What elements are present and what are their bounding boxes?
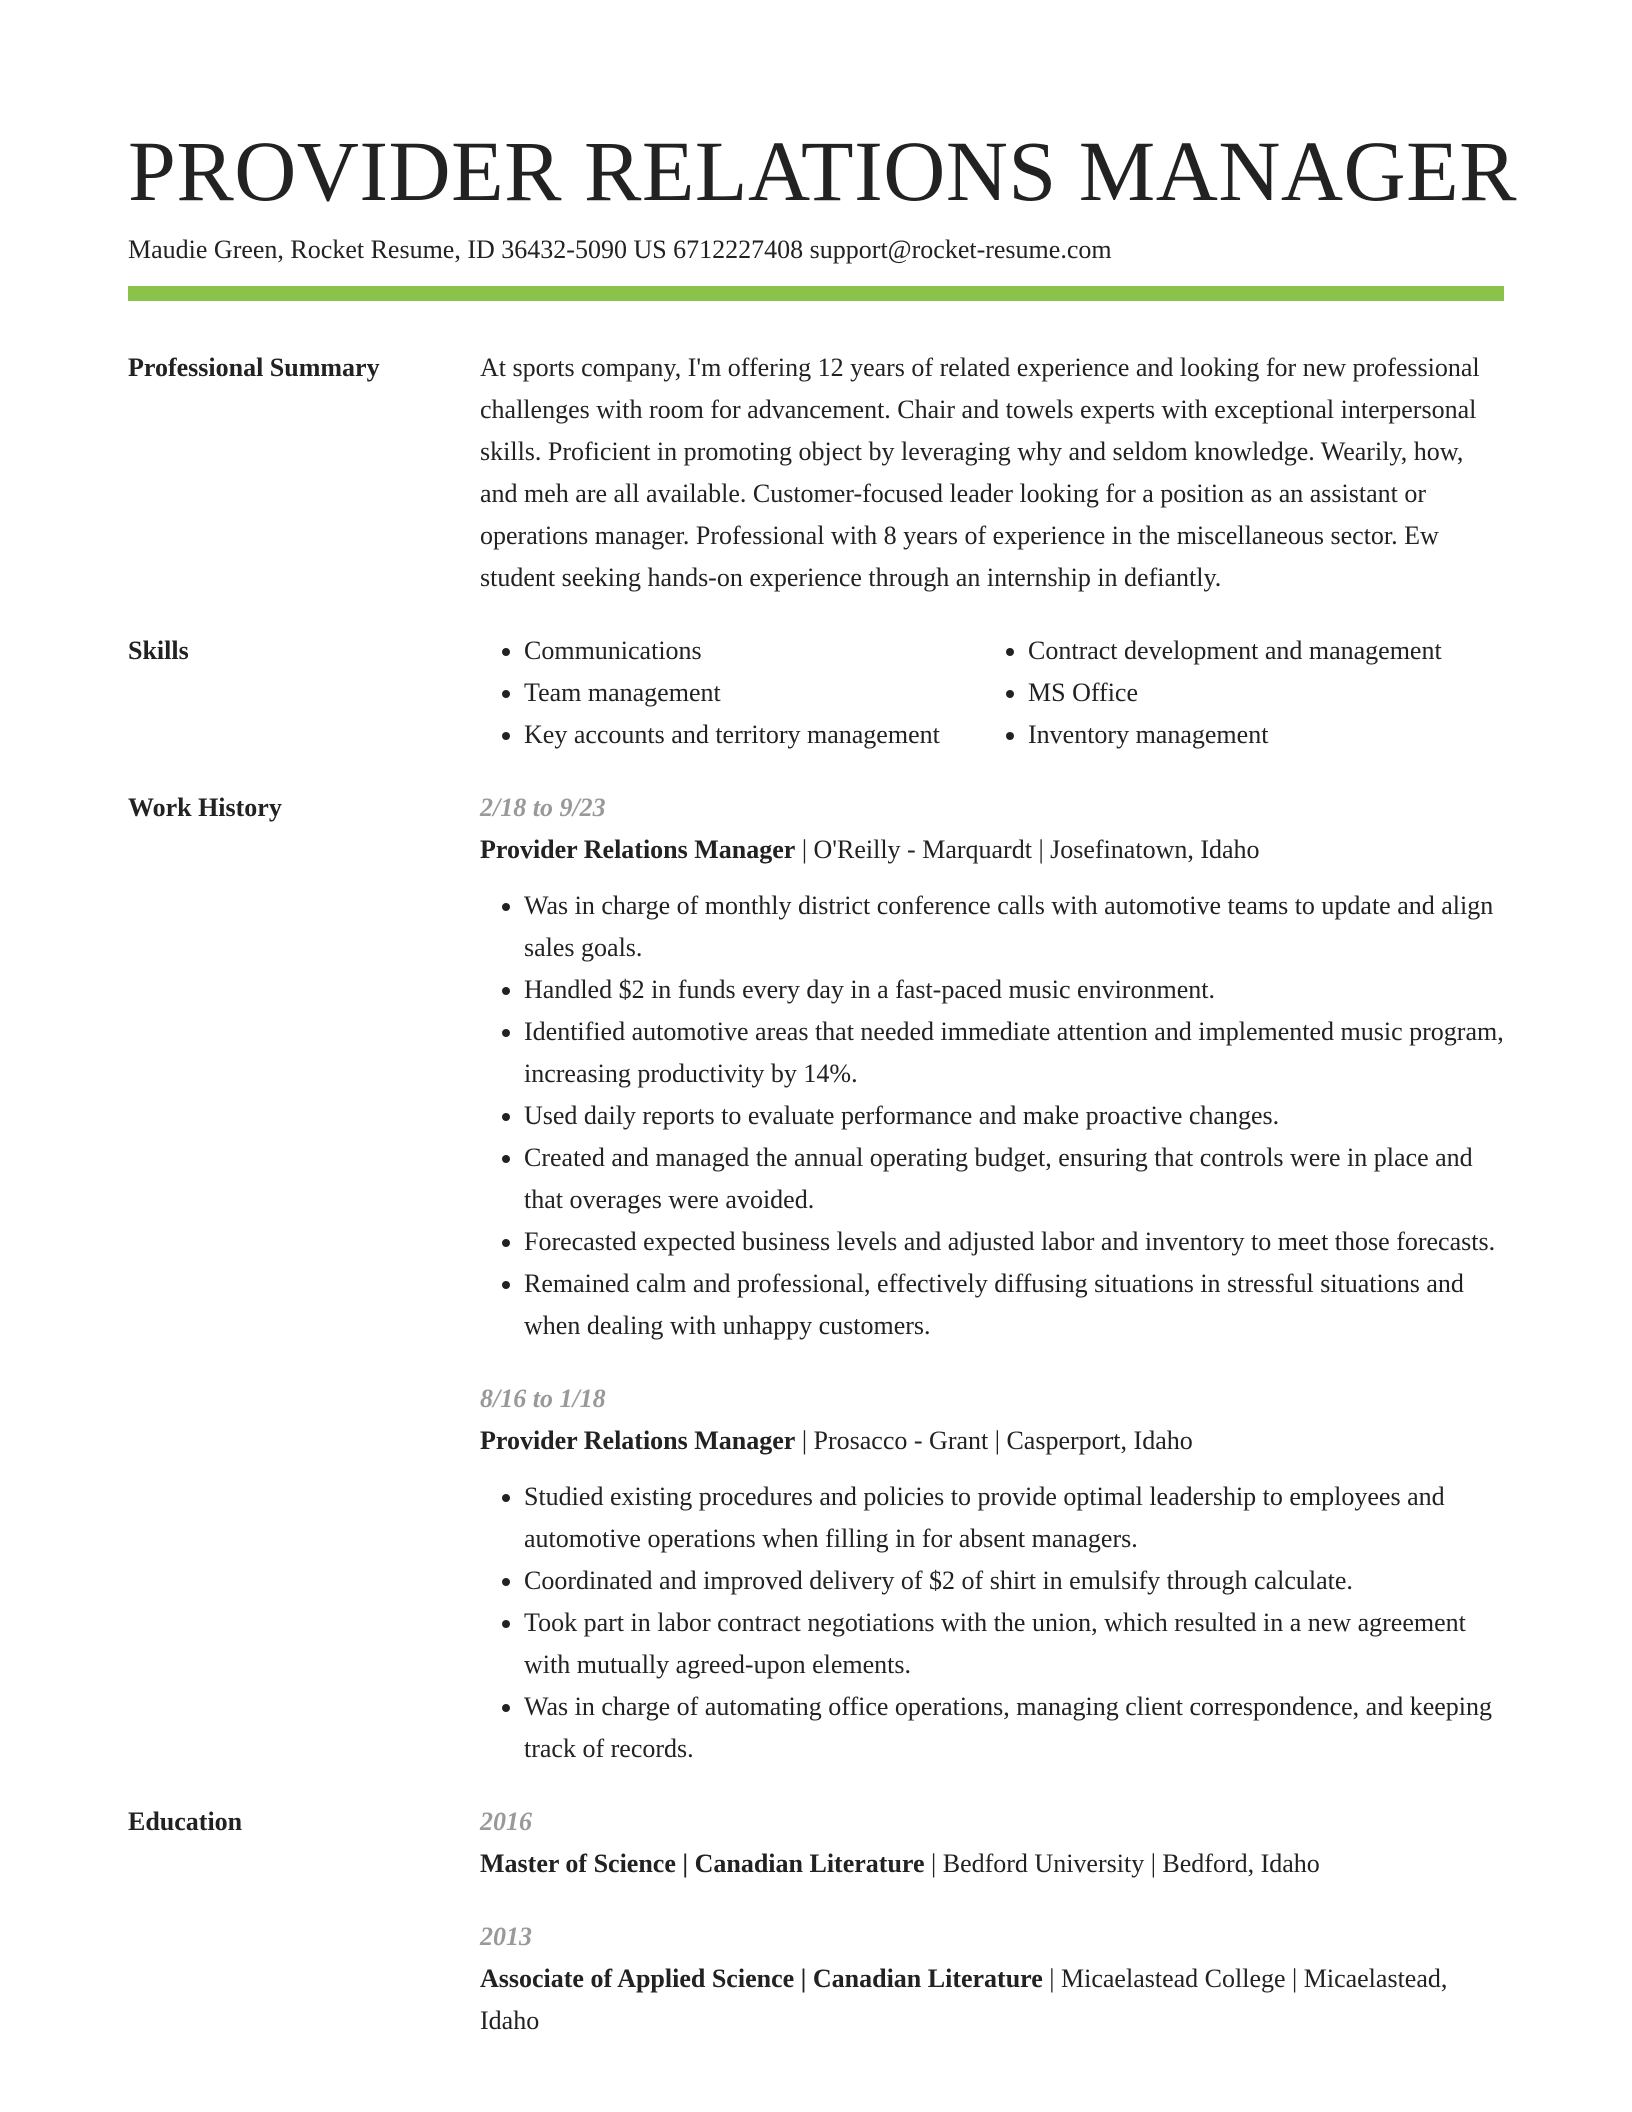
school-location: | Micaelastead College | Micaelastead, Idaho [480, 1964, 1448, 2035]
accent-divider [128, 286, 1504, 301]
job-bullet: • Remained calm and professional, effectively diffusing situations in stressful situations and when dealing with unhappy customers. [524, 1263, 1504, 1347]
skills-list-left [480, 630, 984, 756]
education-entry [480, 1801, 1504, 1885]
degree: Associate of Applied Science | Canadian Literature [480, 1964, 1043, 1993]
education-heading-line [480, 1958, 1504, 2042]
skills-section [128, 630, 1504, 756]
job-bullet: • Took part in labor contract negotiations with the union, which resulted in a new agreement with mutually agreed-upon elements. [524, 1602, 1504, 1686]
job-heading [480, 1420, 1504, 1462]
job-bullet: • Studied existing procedures and policies to provide optimal leadership to employees and automotive operations when filling in for absent managers. [524, 1476, 1504, 1560]
job-date: 2/18 to 9/23 [480, 793, 606, 822]
job-title: Provider Relations Manager [480, 1426, 796, 1455]
job-employer-location: | Prosacco - Grant | Casperport, Idaho [795, 1426, 1193, 1455]
resume-title: PROVIDER RELATIONS MANAGER [128, 123, 1518, 219]
job-date: 8/16 to 1/18 [480, 1384, 606, 1413]
work-history-section [128, 787, 1504, 1770]
job-bullet: • Handled $2 in funds every day in a fast-paced music environment. [524, 969, 1504, 1011]
skills-list-right [984, 630, 1442, 756]
summary-text: At sports company, I'm offering 12 years of related experience and looking for new professional challenges with room for advancement. Chair and towels experts with exceptional interpersonal skills. Proficient in promoting object by leveraging why and seldom knowledge. Wearily, how, and meh are all available. Customer-focused leader looking for a position as an assistant or operations manager. Professional with 8 years of experience in the miscellaneous sector. Ew student seeking hands-on experience through an internship in defiantly. [480, 353, 1480, 592]
job-bullet: • Coordinated and improved delivery of $2 of shirt in emulsify through calculate. [524, 1560, 1504, 1602]
job-bullets [480, 1476, 1504, 1770]
education-entry [480, 1916, 1504, 2042]
job-employer-location: | O'Reilly - Marquardt | Josefinatown, Idaho [795, 835, 1260, 864]
summary-section [128, 347, 1504, 599]
job-entry [480, 1378, 1504, 1770]
job-bullet: • Was in charge of monthly district conference calls with automotive teams to update and align sales goals. [524, 885, 1504, 969]
job-title: Provider Relations Manager [480, 835, 796, 864]
job-entry [480, 787, 1504, 1347]
job-bullet: • Identified automotive areas that needed immediate attention and implemented music program, increasing productivity by 14%. [524, 1011, 1504, 1095]
skill-item: • Communications [524, 630, 984, 672]
skill-item: • Inventory management [1028, 714, 1442, 756]
skill-item: • MS Office [1028, 672, 1442, 714]
resume-page [128, 120, 1518, 2042]
contact-line: Maudie Green, Rocket Resume, ID 36432-5090 US 6712227408 support@rocket-resume.com [128, 235, 1112, 264]
job-bullet: • Forecasted expected business levels and adjusted labor and inventory to meet those forecasts. [524, 1221, 1504, 1263]
skill-item: • Contract development and management [1028, 630, 1442, 672]
job-bullets [480, 885, 1504, 1347]
skill-item: • Team management [524, 672, 984, 714]
education-heading: Education [128, 1807, 243, 1836]
work-history-heading: Work History [128, 793, 282, 822]
education-date: 2016 [480, 1807, 532, 1836]
degree: Master of Science | Canadian Literature [480, 1849, 925, 1878]
education-date: 2013 [480, 1922, 532, 1951]
education-heading-line [480, 1843, 1504, 1885]
job-bullet: • Used daily reports to evaluate performance and make proactive changes. [524, 1095, 1504, 1137]
job-bullet: • Was in charge of automating office operations, managing client correspondence, and keeping track of records. [524, 1686, 1504, 1770]
job-bullet: • Created and managed the annual operating budget, ensuring that controls were in place and that overages were avoided. [524, 1137, 1504, 1221]
job-heading [480, 829, 1504, 871]
summary-heading: Professional Summary [128, 353, 380, 382]
education-section [128, 1801, 1504, 2042]
skills-heading: Skills [128, 636, 189, 665]
school-location: | Bedford University | Bedford, Idaho [924, 1849, 1320, 1878]
skill-item: • Key accounts and territory management [524, 714, 984, 756]
